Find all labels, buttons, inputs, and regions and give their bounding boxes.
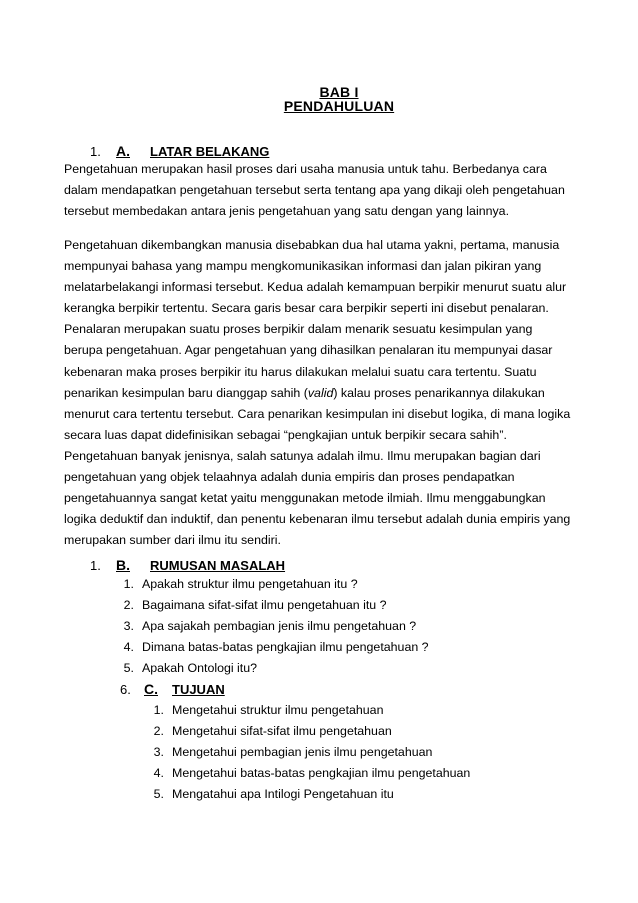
list-number: 4. — [123, 640, 134, 655]
list-text: Apakah struktur ilmu pengetahuan itu ? — [142, 577, 358, 592]
paragraph-line: kebenaran maka proses berpikir itu harus dilakukan melalui suatu cara tertentu. Suatu — [64, 364, 537, 379]
paragraph-line: Pengetahuan banyak jenisnya, salah satunya adalah ilmu. Ilmu merupakan bagian dari — [64, 448, 541, 463]
list-item — [142, 763, 470, 784]
list-item — [142, 700, 470, 721]
list-number: 4. — [153, 766, 164, 781]
list-text: Mengatahui apa Intilogi Pengetahuan itu — [172, 787, 394, 801]
tujuan-list — [142, 700, 470, 804]
list-number: 1. — [123, 577, 134, 592]
list-text: Mengetahui pembagian jenis ilmu pengetahuan — [172, 745, 433, 760]
list-number: 5. — [153, 787, 164, 801]
list-item — [112, 658, 429, 679]
paragraph-line: tersebut membedakan antara jenis pengetahuan yang satu dengan yang lainnya. — [64, 204, 510, 219]
list-text: Mengetahui sifat-sifat ilmu pengetahuan — [172, 724, 392, 739]
section-b-heading — [90, 557, 285, 573]
list-text: Mengetahui batas-batas pengkajian ilmu pengetahuan — [172, 766, 471, 781]
list-text: Bagaimana sifat-sifat ilmu pengetahuan itu ? — [142, 598, 387, 613]
list-item — [142, 784, 470, 805]
section-c-letter: C. — [144, 681, 158, 697]
paragraph-line: kerangka berpikir tertentu. Secara garis besar cara berpikir seperti ini disebut penalaran. — [64, 301, 549, 316]
list-text: Dimana batas-batas pengkajian ilmu pengetahuan ? — [142, 640, 429, 655]
list-item — [112, 574, 429, 595]
section-a-number: 1. — [90, 144, 101, 159]
paragraph-line: menurut cara tertentu tersebut. Cara penarikan kesimpulan ini disebut logika, di mana logika — [64, 406, 571, 421]
section-c-number: 6. — [120, 682, 131, 697]
list-number: 3. — [123, 619, 134, 634]
list-item — [112, 637, 429, 658]
paragraph-line: secara luas dapat didefinisikan sebagai “pengkajian untuk berpikir secara sahih”. — [64, 427, 507, 442]
list-number: 3. — [153, 745, 164, 760]
paragraph-line: pengetahuan yang objek telaahnya adalah dunia empiris dan proses pendapatkan — [64, 470, 515, 485]
section-b-letter: B. — [116, 557, 130, 573]
paragraph-2 — [64, 235, 571, 551]
rumusan-list — [112, 574, 429, 678]
chapter-number: BAB I — [319, 84, 359, 100]
paragraph-line: dalam mendapatkan pengetahuan tersebut serta tentang apa yang dikaji oleh pengetahuan — [64, 183, 565, 198]
paragraph-line: Pengetahuan dikembangkan manusia disebabkan dua hal utama yakni, pertama, manusia — [64, 238, 560, 252]
list-number: 5. — [123, 661, 134, 675]
list-text: Apa sajakah pembagian jenis ilmu pengetahuan ? — [142, 619, 417, 634]
paragraph-line: berupa pengetahuan. Agar pengetahuan yang dihasilkan penalaran itu mempunyai dasar — [64, 343, 553, 358]
section-a-heading — [90, 143, 269, 159]
paragraph-line-tail: ) kalau proses penarikannya dilakukan — [333, 385, 545, 400]
paragraph-1 — [64, 159, 564, 222]
list-text: Apakah Ontologi itu? — [142, 661, 258, 675]
paragraph-line: melatarbelakangi informasi tersebut. Kedua adalah kemampuan berpikir menurut suatu alur — [64, 280, 567, 295]
section-a-title: LATAR BELAKANG — [150, 144, 270, 159]
section-c-title: TUJUAN — [172, 682, 225, 697]
list-number: 1. — [153, 703, 164, 718]
section-a-letter: A. — [116, 143, 130, 159]
section-b-number: 1. — [90, 558, 101, 573]
chapter-title: PENDAHULUAN — [283, 98, 395, 114]
paragraph-line: Pengetahuan merupakan hasil proses dari usaha manusia untuk tahu. Berbedanya cara — [64, 162, 547, 176]
paragraph-line: logika deduktif dan induktif, dan penentu kebenaran ilmu tersebut adalah dunia empiris yang — [64, 512, 571, 527]
list-item — [112, 595, 429, 616]
list-number: 2. — [153, 724, 164, 739]
paragraph-line: Penalaran merupakan suatu proses berpikir dalam menarik sesuatu kesimpulan yang — [64, 322, 533, 337]
section-c-heading — [120, 681, 225, 697]
paragraph-line: pengetahuannya sangat ketat yaitu menggunakan metode ilmiah. Ilmu menggabungkan — [64, 491, 546, 506]
list-text: Mengetahui struktur ilmu pengetahuan — [172, 703, 384, 718]
list-item — [142, 742, 470, 763]
paragraph-line-head: penarikan kesimpulan baru dianggap sahih ( — [64, 385, 308, 400]
list-number: 2. — [123, 598, 134, 613]
paragraph-line-valid — [64, 383, 564, 404]
paragraph-line: merupakan sumber dari ilmu itu sendiri. — [64, 533, 281, 548]
list-item — [112, 616, 429, 637]
paragraph-line: mempunyai bahasa yang mampu mengkomunikasikan informasi dan jalan pikiran yang — [64, 259, 542, 274]
valid-term: valid — [307, 385, 334, 400]
list-item — [142, 721, 470, 742]
section-b-title: RUMUSAN MASALAH — [150, 558, 286, 573]
